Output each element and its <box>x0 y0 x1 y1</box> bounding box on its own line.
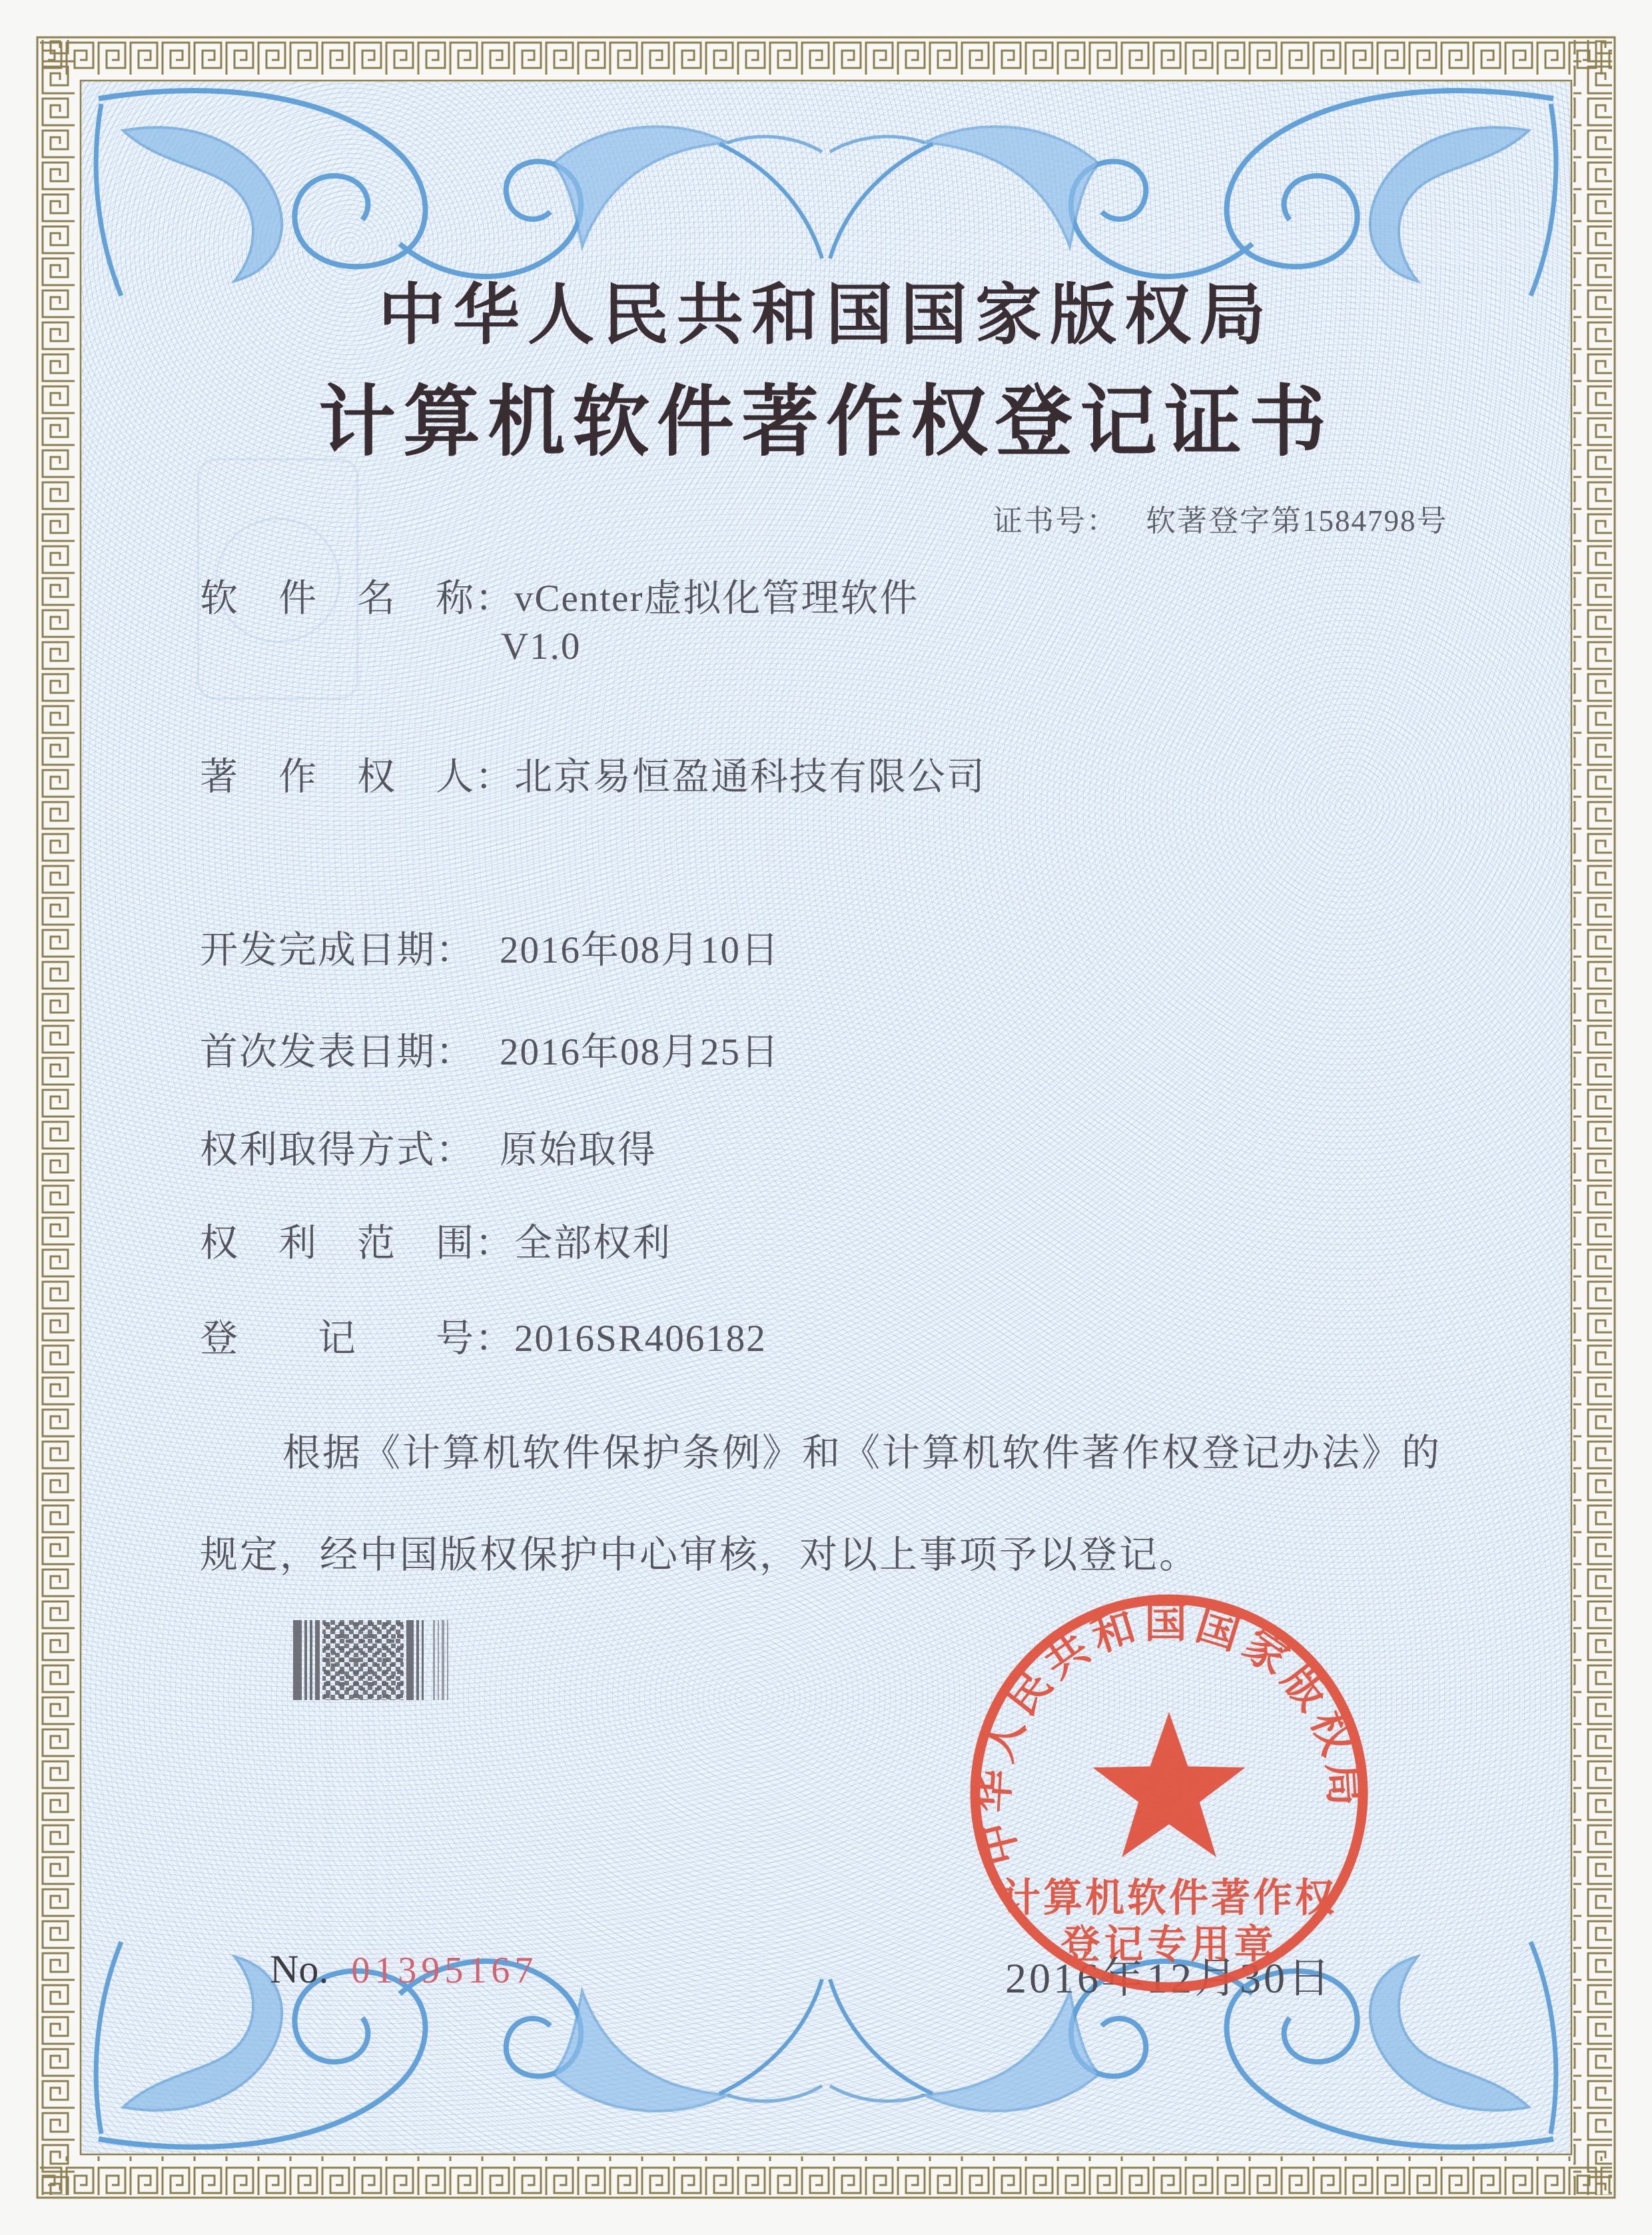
pdf417-barcode <box>293 1620 452 1700</box>
registration-seal <box>956 1580 1382 2007</box>
statement-line-1: 根据《计算机软件保护条例》和《计算机软件著作权登记办法》的 <box>282 1432 1442 1474</box>
certificate-title: 计算机软件著作权登记证书 <box>318 380 1334 466</box>
seal-inner-line1: 计算机软件著作权 <box>1001 1876 1338 1920</box>
field-label: 登 记 号： <box>200 1318 514 1360</box>
field-label: 权 利 范 围： <box>200 1222 514 1264</box>
field-value: vCenter虚拟化管理软件 <box>514 578 919 620</box>
certificate-number-value: 软著登字第1584798号 <box>1146 504 1448 538</box>
field-row-rights-acquisition <box>200 1119 657 1174</box>
issuing-authority-title: 中华人民共和国国家版权局 <box>378 278 1274 352</box>
field-row-rights-scope <box>200 1212 671 1267</box>
seal-inner-line2: 登记专用章 <box>1060 1923 1278 1967</box>
certificate-number-line <box>993 496 1448 540</box>
field-label: 软 件 名 称： <box>200 578 514 620</box>
field-label: 著 作 权 人： <box>200 756 514 798</box>
serial-prefix: No. <box>270 1947 329 1991</box>
seal-ring-text: 中华人民共和国国家版权局 <box>969 1599 1370 1870</box>
field-row-copyright-owner <box>200 746 986 801</box>
field-value: 原始取得 <box>500 1129 657 1171</box>
field-row-registration-number <box>200 1308 767 1362</box>
field-value: 2016年08月10日 <box>500 929 780 971</box>
serial-number-line <box>270 1947 538 1993</box>
software-version: V1.0 <box>501 626 582 668</box>
field-label: 开发完成日期： <box>200 929 475 971</box>
serial-number: 01395167 <box>351 1950 538 1991</box>
field-value: 全部权利 <box>514 1222 671 1264</box>
field-value: 北京易恒盈通科技有限公司 <box>514 756 986 798</box>
certificate-number-label: 证书号： <box>993 504 1118 538</box>
seal-date: 2016年12月30日 <box>1005 1955 1333 2002</box>
field-label: 首次发表日期： <box>200 1031 475 1073</box>
star-icon <box>1092 1712 1245 1857</box>
field-row-first-publication-date <box>200 1021 780 1076</box>
field-value: 2016年08月25日 <box>500 1031 780 1073</box>
field-value: 2016SR406182 <box>514 1318 767 1360</box>
field-row-completion-date <box>200 919 780 974</box>
meander-band-bottom <box>40 2156 1612 2195</box>
field-label: 权利取得方式： <box>200 1129 475 1171</box>
statement-line-2: 规定，经中国版权保护中心审核，对以上事项予以登记。 <box>200 1534 1199 1576</box>
field-row-software-name <box>200 568 919 622</box>
meander-band-top <box>40 40 1612 79</box>
